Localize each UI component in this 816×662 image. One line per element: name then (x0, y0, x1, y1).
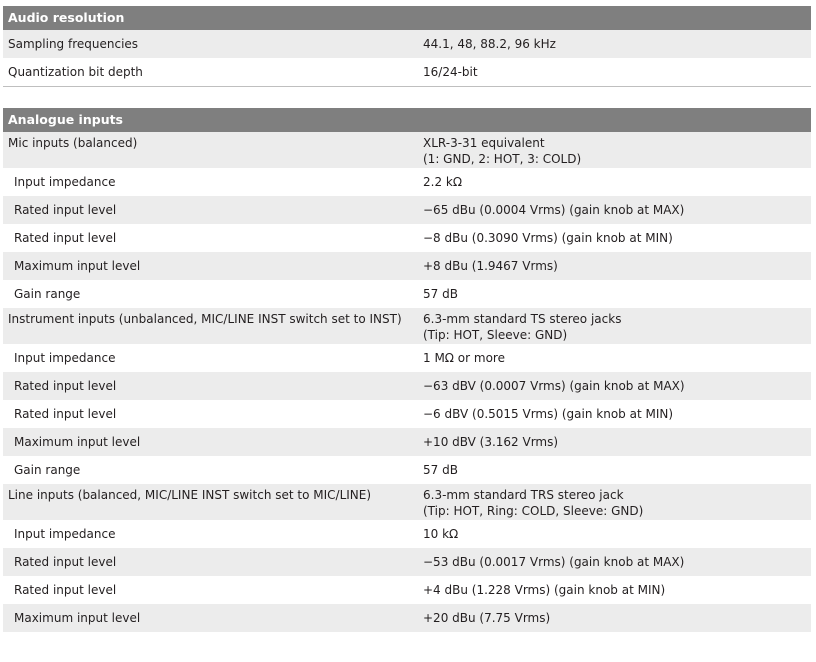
row-value (417, 484, 811, 520)
table-row (3, 30, 811, 58)
row-value: −8 dBu (0.3090 Vrms) (gain knob at MIN) (423, 231, 673, 245)
row-label: Mic inputs (balanced) (8, 136, 138, 150)
row-value: −6 dBV (0.5015 Vrms) (gain knob at MIN) (423, 407, 674, 421)
table-row (3, 400, 811, 428)
table-row (3, 604, 811, 632)
row-label: Rated input level (14, 231, 117, 245)
row-label: Rated input level (14, 555, 117, 569)
row-label: Gain range (14, 287, 81, 301)
audio-resolution-table (3, 6, 811, 87)
row-value-line-1: 6.3-mm standard TS stereo jacks (423, 312, 622, 326)
row-value: 57 dB (423, 463, 458, 477)
table-row (3, 168, 811, 196)
table-row (3, 280, 811, 308)
row-label: Rated input level (14, 203, 117, 217)
row-label: Rated input level (14, 407, 117, 421)
row-label: Sampling frequencies (8, 37, 139, 51)
table-row (3, 428, 811, 456)
row-label: Maximum input level (14, 611, 141, 625)
table-row (3, 58, 811, 86)
row-value-line-2: (1: GND, 2: HOT, 3: COLD) (423, 152, 582, 166)
row-label: Gain range (14, 463, 81, 477)
table-bottom-rule (3, 86, 811, 87)
table-row (3, 372, 811, 400)
row-label: Quantization bit depth (8, 65, 143, 79)
row-value: −53 dBu (0.0017 Vrms) (gain knob at MAX) (423, 555, 685, 569)
row-label: Input impedance (14, 527, 116, 541)
table-row (3, 252, 811, 280)
row-value: +8 dBu (1.9467 Vrms) (423, 259, 558, 273)
table-row (3, 548, 811, 576)
row-value: +4 dBu (1.228 Vrms) (gain knob at MIN) (423, 583, 666, 597)
row-value (417, 132, 811, 168)
row-value: 44.1, 48, 88.2, 96 kHz (423, 37, 556, 51)
table-row (3, 520, 811, 548)
row-value: 2.2 kΩ (423, 175, 463, 189)
row-label: Input impedance (14, 175, 116, 189)
row-value: +20 dBu (7.75 Vrms) (423, 611, 551, 625)
row-value: −65 dBu (0.0004 Vrms) (gain knob at MAX) (423, 203, 685, 217)
analogue-inputs-table (3, 108, 811, 632)
row-value-line-2: (Tip: HOT, Ring: COLD, Sleeve: GND) (423, 504, 644, 518)
row-value: 16/24-bit (423, 65, 478, 79)
table-row (3, 484, 811, 520)
row-label: Line inputs (balanced, MIC/LINE INST switch set to MIC/LINE) (8, 488, 372, 502)
row-label: Maximum input level (14, 435, 141, 449)
table-row (3, 576, 811, 604)
row-value (417, 308, 811, 344)
row-label: Rated input level (14, 583, 117, 597)
row-value: 57 dB (423, 287, 458, 301)
row-label: Maximum input level (14, 259, 141, 273)
row-value: +10 dBV (3.162 Vrms) (423, 435, 559, 449)
section-header-analogue-inputs: Analogue inputs (3, 108, 811, 132)
row-label: Rated input level (14, 379, 117, 393)
row-value-line-1: XLR-3-31 equivalent (423, 136, 545, 150)
table-row (3, 344, 811, 372)
table-row (3, 196, 811, 224)
row-value-line-1: 6.3-mm standard TRS stereo jack (423, 488, 624, 502)
row-value: −63 dBV (0.0007 Vrms) (gain knob at MAX) (423, 379, 685, 393)
table-row (3, 308, 811, 344)
table-row (3, 456, 811, 484)
row-value: 1 MΩ or more (423, 351, 505, 365)
row-value-line-2: (Tip: HOT, Sleeve: GND) (423, 328, 568, 342)
row-label: Instrument inputs (unbalanced, MIC/LINE INST switch set to INST) (8, 312, 402, 326)
row-value: 10 kΩ (423, 527, 459, 541)
table-row (3, 132, 811, 168)
section-header-audio-resolution: Audio resolution (3, 6, 811, 30)
row-label: Input impedance (14, 351, 116, 365)
table-row (3, 224, 811, 252)
